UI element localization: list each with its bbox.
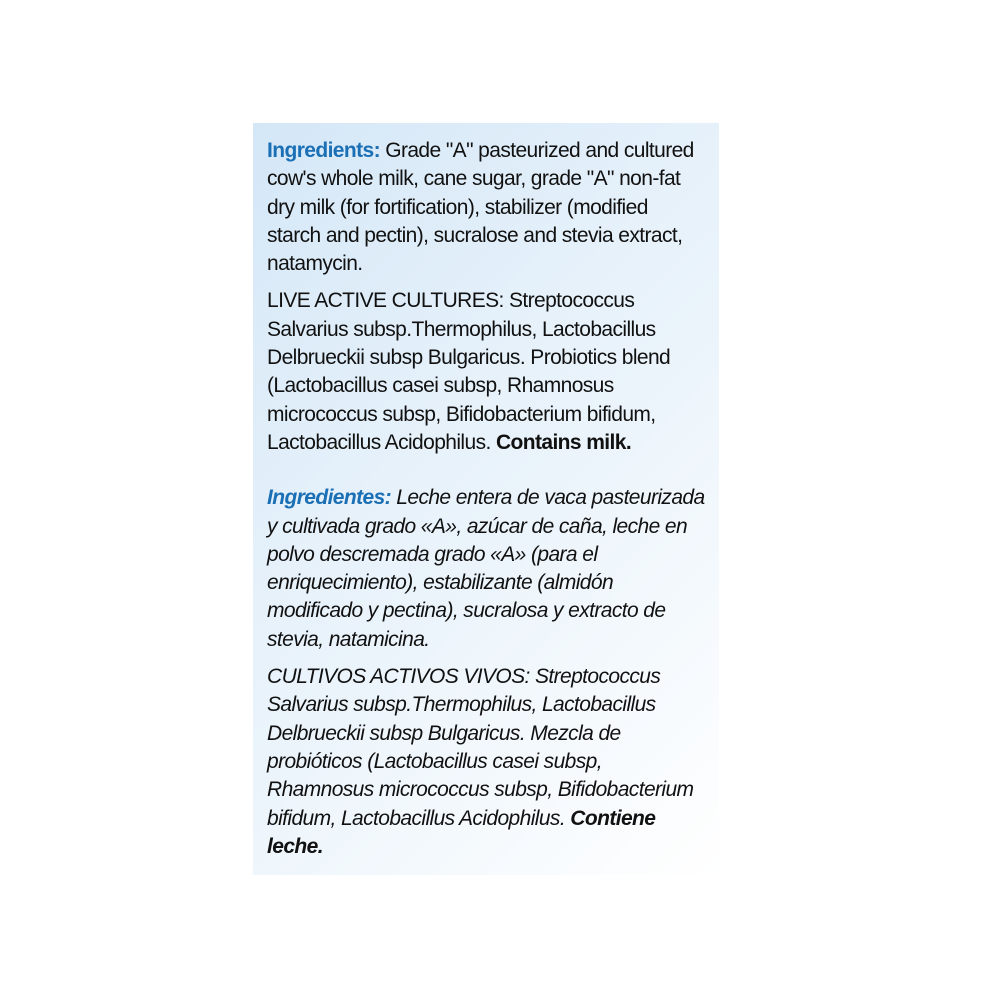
spanish-ingredients-paragraph — [267, 484, 705, 654]
english-ingredients-heading: Ingredients: — [267, 139, 380, 162]
english-ingredients-text: Grade "A" pasteurized and cultured cow's whole milk, cane sugar, grade "A" non-fat dry milk (for fortification), stabilizer (modified starch and pectin), sucralose and stevia extract, natamycin. — [267, 139, 694, 276]
spanish-allergen-statement: Contiene leche. — [267, 806, 656, 858]
spanish-cultures-text: CULTIVOS ACTIVOS VIVOS: Streptococcus Salvarius subsp.Thermophilus, Lactobacillus Delbrueckii subsp Bulgaricus. Mezcla de probióticos (Lactobacillus casei subsp, Rhamnosus micrococcus subsp, Bifidobacterium bifidum, Lactobacillus Acidophilus. — [267, 665, 694, 830]
spanish-cultures-paragraph — [267, 663, 705, 861]
english-ingredients-paragraph — [267, 137, 705, 278]
spanish-ingredients-text: Leche entera de vaca pasteurizada y cultivada grado «A», azúcar de caña, leche en polvo descremada grado «A» (para el enriquecimiento), estabilizante (almidón modificado y pectina), sucralosa y extracto de stevia, natamicina. — [267, 486, 705, 651]
ingredients-label-panel — [253, 123, 719, 875]
english-cultures-text: LIVE ACTIVE CULTURES: Streptococcus Salvarius subsp.Thermophilus, Lactobacillus Delbrueckii subsp Bulgaricus. Probiotics blend (Lactobacillus casei subsp, Rhamnosus micrococcus subsp, Bifidobacterium bifidum, Lactobacillus Acidophilus. — [267, 289, 671, 454]
section-spacer — [267, 457, 705, 484]
english-cultures-paragraph — [267, 287, 705, 457]
spanish-ingredients-heading: Ingredientes: — [267, 486, 392, 510]
english-allergen-statement: Contains milk. — [495, 430, 632, 454]
